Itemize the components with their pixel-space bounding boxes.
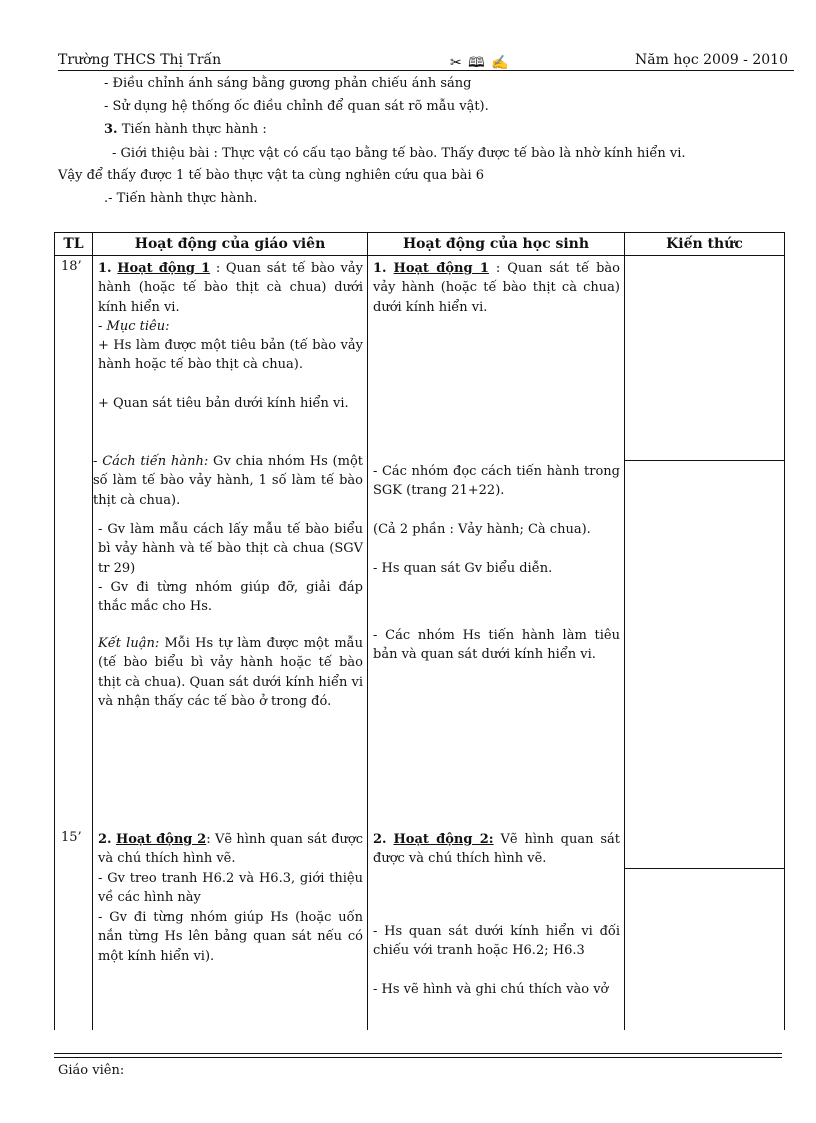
- teacher-label: Giáo viên:: [58, 1063, 125, 1078]
- teacher-column: [93, 256, 368, 1031]
- intro-line: .- Tiến hành thực hành.: [104, 191, 258, 206]
- school-name: Trường THCS Thị Trấn: [58, 52, 222, 68]
- gv-help: - Gv đi từng nhóm giúp Hs (hoặc uốn nắn từng Hs lên bảng quan sát nếu có một kính hiển vi).: [98, 910, 363, 964]
- header-ornament-icon: ✂ 🕮 ✍: [450, 55, 510, 71]
- intro-line: - Sử dụng hệ thống ốc điều chỉnh để quan sát rõ mẫu vật).: [104, 99, 489, 114]
- gv-activity-1: 1. Hoạt động 1 : Quan sát tế bào vảy hành (hoặc tế bào thịt cà chua) dưới kính hiển vi.: [98, 261, 363, 315]
- tl-column: [55, 256, 93, 1031]
- knowledge-divider: [625, 868, 784, 869]
- hs-draw: - Hs vẽ hình và ghi chú thích vào vở: [373, 982, 609, 997]
- gv-objective-2: + Quan sát tiêu bản dưới kính hiển vi.: [98, 396, 349, 411]
- intro-line: - Giới thiệu bài : Thực vật có cấu tạo bằng tế bào. Thấy được tế bào là nhờ kính hiển vi.: [112, 146, 686, 161]
- knowledge-column: [625, 256, 785, 1031]
- intro-line: Vậy để thấy được 1 tế bào thực vật ta cùng nghiên cứu qua bài 6: [58, 168, 485, 183]
- header-gv: Hoạt động của giáo viên: [93, 233, 368, 256]
- gv-demo: - Gv làm mẫu cách lấy mẫu tế bào biểu bì vảy hành và tế bào thịt cà chua (SGV tr 29): [98, 522, 363, 576]
- page-header: [58, 52, 794, 71]
- hs-read-sgk: - Các nhóm đọc cách tiến hành trong SGK (trang 21+22).: [373, 464, 620, 499]
- header-hs: Hoạt động của học sinh: [368, 233, 625, 256]
- hs-compare: - Hs quan sát dưới kính hiển vi đối chiếu với tranh hoặc H6.2; H6.3: [373, 924, 620, 959]
- header-kt: Kiến thức: [625, 233, 785, 256]
- time-15: 15’: [61, 830, 82, 845]
- step-number: 3.: [104, 122, 118, 137]
- gv-activity-2: 2. Hoạt động 2: Vẽ hình quan sát được và chú thích hình vẽ.: [98, 832, 364, 867]
- header-tl: TL: [55, 233, 93, 256]
- gv-support: - Gv đi từng nhóm giúp đỡ, giải đáp thắc mắc cho Hs.: [98, 580, 363, 615]
- gv-objective-1: + Hs làm được một tiêu bản (tế bào vảy hành hoặc tế bào thịt cà chua).: [98, 338, 363, 373]
- table-header-row: [55, 233, 785, 256]
- knowledge-divider: [625, 460, 784, 461]
- gv-procedure: - Cách tiến hành: Gv chia nhóm Hs (một số làm tế bào vảy hành, 1 số làm tế bào thịt cà chua).: [93, 454, 364, 508]
- footer-rule: [54, 1053, 782, 1054]
- hs-make-slide: - Các nhóm Hs tiến hành làm tiêu bản và quan sát dưới kính hiển vi.: [373, 628, 620, 663]
- gv-muc-tieu: - Mục tiêu:: [98, 319, 170, 334]
- gv-pictures: - Gv treo tranh H6.2 và H6.3, giới thiệu về các hình này: [98, 871, 363, 906]
- gv-conclusion: Kết luận: Mỗi Hs tự làm được một mẫu (tế bào biểu bì vảy hành hoặc tế bào thịt cà chua). Quan sát dưới kính hiển vi và nhận thấy các tế bào ở trong đó.: [98, 636, 363, 709]
- hs-activity-2: 2. Hoạt động 2: Vẽ hình quan sát được và chú thích hình vẽ.: [373, 832, 620, 867]
- time-18: 18’: [61, 259, 82, 274]
- hs-activity-1: 1. Hoạt động 1 : Quan sát tế bào vảy hành (hoặc tế bào thịt cà chua) dưới kính hiển vi.: [373, 261, 620, 315]
- table-row: [55, 256, 785, 1031]
- intro-line: - Điều chỉnh ánh sáng bằng gương phản chiếu ánh sáng: [104, 76, 472, 91]
- intro-step-3: [104, 122, 267, 137]
- footer-rule: [54, 1057, 782, 1058]
- school-year: Năm học 2009 - 2010: [635, 52, 788, 68]
- hs-observe: - Hs quan sát Gv biểu diễn.: [373, 561, 553, 576]
- student-column: [368, 256, 625, 1031]
- step-text: Tiến hành thực hành :: [117, 122, 267, 137]
- hs-both-parts: (Cả 2 phần : Vảy hành; Cà chua).: [373, 522, 591, 537]
- lesson-table: [54, 232, 785, 1030]
